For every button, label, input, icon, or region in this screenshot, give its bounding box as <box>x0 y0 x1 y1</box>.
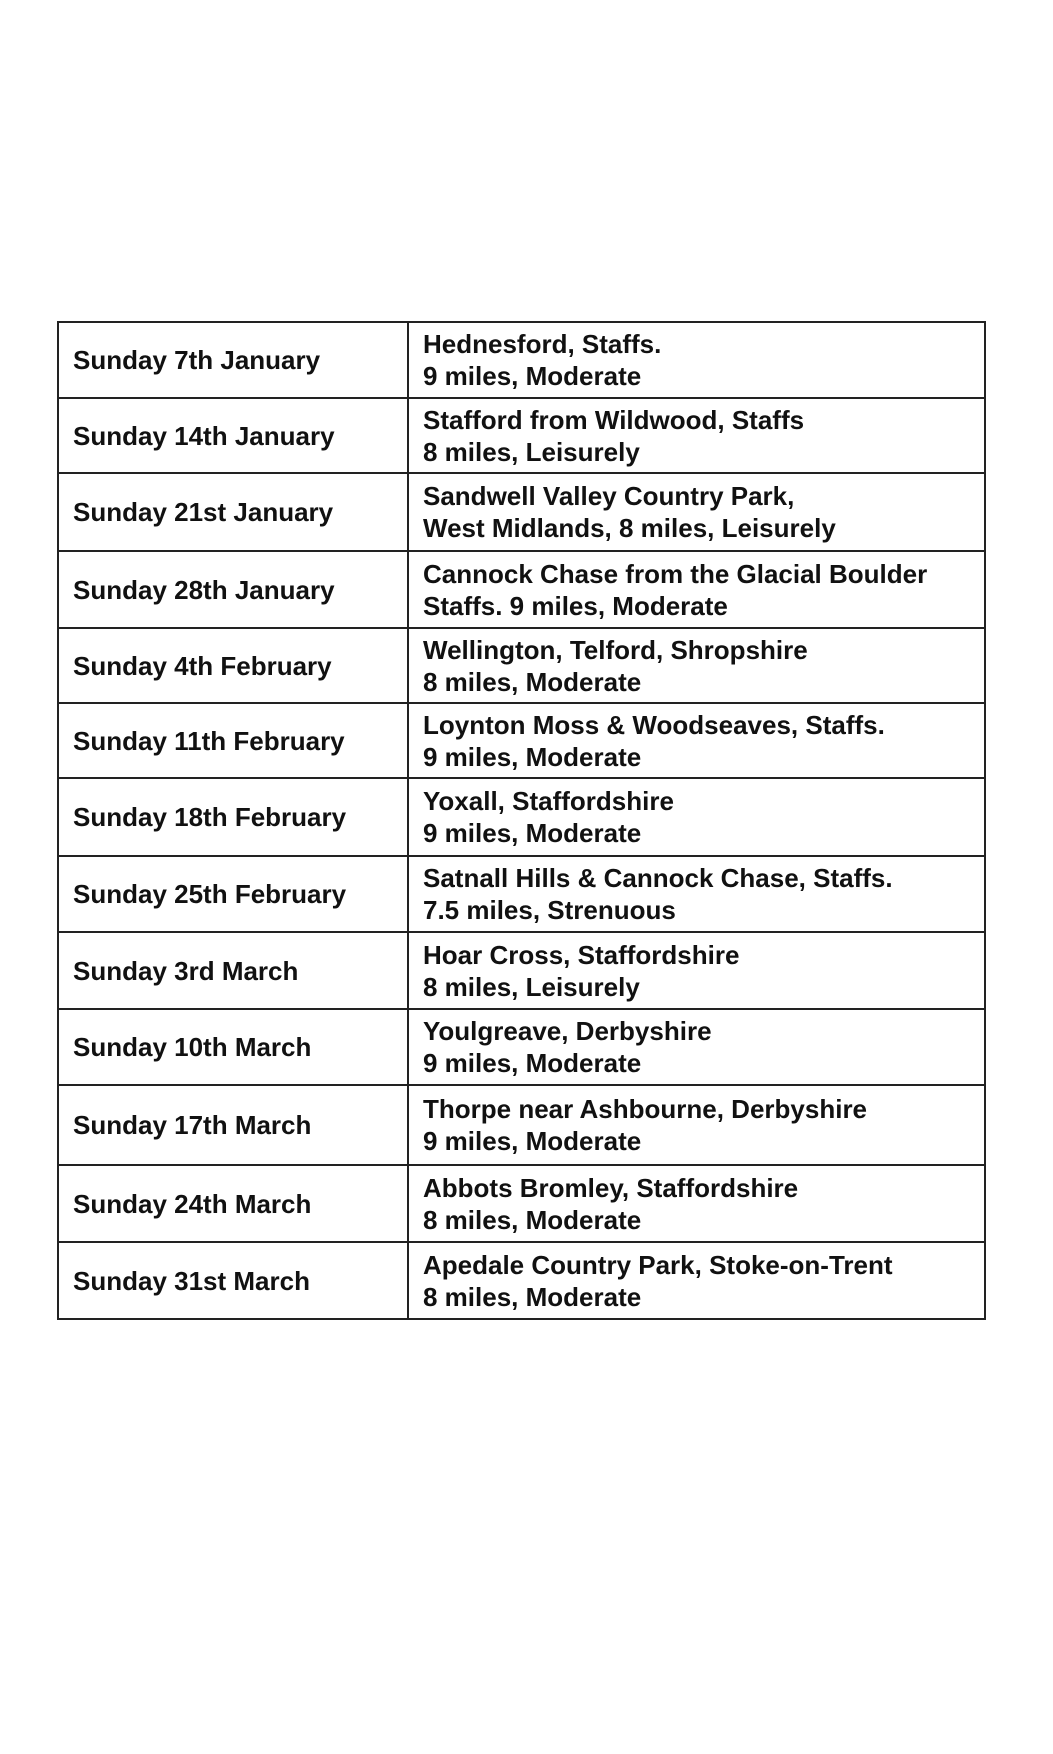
walk-location: Satnall Hills & Cannock Chase, Staffs. <box>423 863 893 893</box>
walk-details <box>408 628 985 703</box>
walk-details <box>408 1009 985 1085</box>
table-row <box>58 473 985 551</box>
walk-location: Stafford from Wildwood, Staffs <box>423 404 805 435</box>
walk-date: Sunday 14th January <box>58 398 408 473</box>
walk-location: Hoar Cross, Staffordshire <box>423 939 740 970</box>
walk-distance-grade: Staffs. 9 miles, Moderate <box>423 590 728 621</box>
walk-details <box>408 551 985 628</box>
walk-date: Sunday 10th March <box>58 1009 408 1085</box>
walk-details <box>408 703 985 778</box>
walk-details <box>408 856 985 932</box>
walk-date: Sunday 25th February <box>58 856 408 932</box>
walk-distance-grade: 8 miles, Leisurely <box>423 971 640 1002</box>
walk-date: Sunday 28th January <box>58 551 408 628</box>
walk-location: Yoxall, Staffordshire <box>423 786 674 816</box>
table-row <box>58 322 985 398</box>
walk-details <box>408 1165 985 1242</box>
walk-date: Sunday 11th February <box>58 703 408 778</box>
walk-details <box>408 778 985 856</box>
walks-schedule-table <box>57 321 986 1320</box>
walk-date: Sunday 21st January <box>58 473 408 551</box>
walk-location: Youlgreave, Derbyshire <box>423 1016 712 1046</box>
walk-distance-grade: 9 miles, Moderate <box>423 818 642 848</box>
walk-distance-grade: 8 miles, Leisurely <box>423 436 640 467</box>
walk-location: Wellington, Telford, Shropshire <box>423 634 808 665</box>
walk-date: Sunday 4th February <box>58 628 408 703</box>
walk-date: Sunday 24th March <box>58 1165 408 1242</box>
walk-location: Sandwell Valley Country Park, <box>423 481 795 511</box>
table-row <box>58 1009 985 1085</box>
walk-location: Abbots Bromley, Staffordshire <box>423 1172 799 1203</box>
walk-details <box>408 1242 985 1319</box>
table-row <box>58 703 985 778</box>
walk-date: Sunday 31st March <box>58 1242 408 1319</box>
walk-date: Sunday 18th February <box>58 778 408 856</box>
walk-location: Hednesford, Staffs. <box>423 329 662 359</box>
walk-distance-grade: 8 miles, Moderate <box>423 1204 642 1235</box>
walk-location: Thorpe near Ashbourne, Derbyshire <box>423 1094 868 1124</box>
table-row <box>58 1085 985 1165</box>
table-row <box>58 856 985 932</box>
table-row <box>58 398 985 473</box>
walk-details <box>408 932 985 1009</box>
table-row <box>58 628 985 703</box>
walk-location: Loynton Moss & Woodseaves, Staffs. <box>423 709 885 740</box>
walk-location: Cannock Chase from the Glacial Boulder <box>423 558 928 589</box>
walk-date: Sunday 17th March <box>58 1085 408 1165</box>
walk-distance-grade: 8 miles, Moderate <box>423 1281 642 1312</box>
walk-distance-grade: 9 miles, Moderate <box>423 741 642 772</box>
table-row <box>58 932 985 1009</box>
walk-distance-grade: West Midlands, 8 miles, Leisurely <box>423 513 836 543</box>
table-row <box>58 778 985 856</box>
walk-location: Apedale Country Park, Stoke-on-Trent <box>423 1249 893 1280</box>
table-row <box>58 1165 985 1242</box>
walk-details <box>408 1085 985 1165</box>
walk-distance-grade: 7.5 miles, Strenuous <box>423 895 676 925</box>
walk-details <box>408 398 985 473</box>
walk-distance-grade: 8 miles, Moderate <box>423 666 642 697</box>
walks-table-body <box>58 322 985 1319</box>
walk-details <box>408 322 985 398</box>
walk-distance-grade: 9 miles, Moderate <box>423 361 642 391</box>
walk-details <box>408 473 985 551</box>
walk-date: Sunday 3rd March <box>58 932 408 1009</box>
table-row <box>58 1242 985 1319</box>
table-row <box>58 551 985 628</box>
walk-distance-grade: 9 miles, Moderate <box>423 1126 642 1156</box>
walk-date: Sunday 7th January <box>58 322 408 398</box>
walk-distance-grade: 9 miles, Moderate <box>423 1048 642 1078</box>
